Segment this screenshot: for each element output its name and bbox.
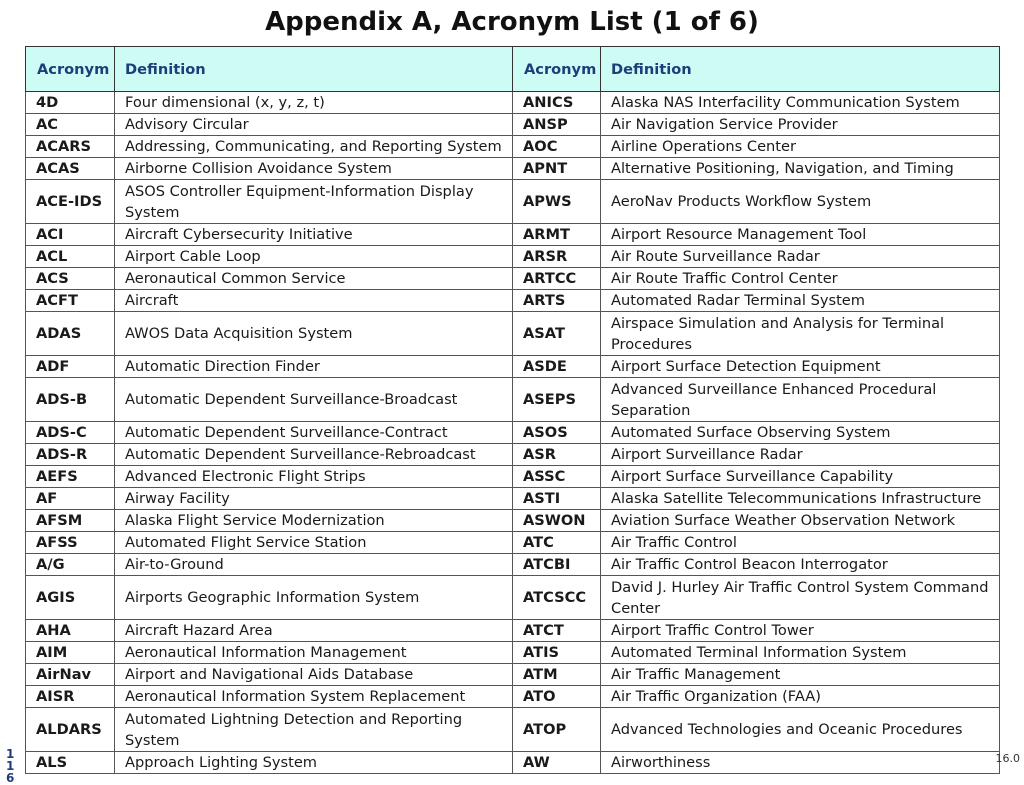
acronym-cell: AGIS (26, 576, 115, 620)
definition-cell: Airport Surface Surveillance Capability (601, 466, 1000, 488)
acronym-cell: 4D (26, 92, 115, 114)
definition-cell: Alternative Positioning, Navigation, and Timing (601, 158, 1000, 180)
acronym-cell: ANSP (513, 114, 601, 136)
definition-cell: Aeronautical Information Management (115, 642, 513, 664)
table-header-row (26, 47, 1000, 92)
definition-cell: Advanced Surveillance Enhanced Procedural Separation (601, 378, 1000, 422)
definition-cell: Aircraft Cybersecurity Initiative (115, 224, 513, 246)
definition-cell: Air Traffic Management (601, 664, 1000, 686)
table-row (26, 708, 1000, 752)
table-row (26, 576, 1000, 620)
table-row (26, 642, 1000, 664)
definition-cell: Alaska Satellite Telecommunications Infrastructure (601, 488, 1000, 510)
table-row (26, 246, 1000, 268)
definition-cell: AWOS Data Acquisition System (115, 312, 513, 356)
acronym-cell: ACL (26, 246, 115, 268)
acronym-cell: ALDARS (26, 708, 115, 752)
table-row (26, 158, 1000, 180)
acronym-cell: ASSC (513, 466, 601, 488)
acronym-cell: ATIS (513, 642, 601, 664)
table-row (26, 488, 1000, 510)
definition-cell: Aircraft (115, 290, 513, 312)
acronym-cell: ANICS (513, 92, 601, 114)
definition-cell: Advanced Electronic Flight Strips (115, 466, 513, 488)
definition-cell: AeroNav Products Workflow System (601, 180, 1000, 224)
page-title: Appendix A, Acronym List (1 of 6) (265, 7, 759, 37)
acronym-cell: AC (26, 114, 115, 136)
version-label: 16.0 (995, 752, 1020, 765)
definition-cell: Airworthiness (601, 752, 1000, 774)
table-row (26, 620, 1000, 642)
acronym-cell: ASWON (513, 510, 601, 532)
acronym-cell: ATCSCC (513, 576, 601, 620)
acronym-cell: ALS (26, 752, 115, 774)
table-row (26, 752, 1000, 774)
table-row (26, 136, 1000, 158)
definition-cell: Airborne Collision Avoidance System (115, 158, 513, 180)
page-number: 116 (6, 747, 15, 785)
acronym-cell: ATOP (513, 708, 601, 752)
acronym-cell: ASDE (513, 356, 601, 378)
acronym-cell: APWS (513, 180, 601, 224)
acronym-table (25, 46, 1000, 774)
definition-cell: Air Route Surveillance Radar (601, 246, 1000, 268)
table-row (26, 422, 1000, 444)
definition-cell: Airport Resource Management Tool (601, 224, 1000, 246)
definition-cell: Airport Surface Detection Equipment (601, 356, 1000, 378)
definition-cell: Aeronautical Common Service (115, 268, 513, 290)
table-row (26, 554, 1000, 576)
acronym-cell: ASTI (513, 488, 601, 510)
acronym-cell: AEFS (26, 466, 115, 488)
table-row (26, 444, 1000, 466)
acronym-cell: ARMT (513, 224, 601, 246)
definition-cell: Airline Operations Center (601, 136, 1000, 158)
definition-cell: Air Route Traffic Control Center (601, 268, 1000, 290)
definition-cell: Airway Facility (115, 488, 513, 510)
definition-cell: Automated Terminal Information System (601, 642, 1000, 664)
acronym-cell: AOC (513, 136, 601, 158)
definition-cell: Air-to-Ground (115, 554, 513, 576)
acronym-cell: ACS (26, 268, 115, 290)
definition-cell: Aeronautical Information System Replacement (115, 686, 513, 708)
header-definition-left: Definition (115, 47, 513, 92)
acronym-cell: ATM (513, 664, 601, 686)
table-row (26, 686, 1000, 708)
acronym-cell: ATCBI (513, 554, 601, 576)
definition-cell: Automated Radar Terminal System (601, 290, 1000, 312)
table-row (26, 268, 1000, 290)
definition-cell: Automated Flight Service Station (115, 532, 513, 554)
acronym-cell: AHA (26, 620, 115, 642)
definition-cell: Air Traffic Control Beacon Interrogator (601, 554, 1000, 576)
acronym-cell: ADS-C (26, 422, 115, 444)
acronym-cell: APNT (513, 158, 601, 180)
acronym-cell: ATC (513, 532, 601, 554)
definition-cell: Automated Surface Observing System (601, 422, 1000, 444)
acronym-cell: AFSS (26, 532, 115, 554)
table-row (26, 312, 1000, 356)
header-definition-right: Definition (601, 47, 1000, 92)
acronym-cell: ACE-IDS (26, 180, 115, 224)
acronym-cell: ARTCC (513, 268, 601, 290)
acronym-cell: ACAS (26, 158, 115, 180)
table-row (26, 290, 1000, 312)
definition-cell: David J. Hurley Air Traffic Control System Command Center (601, 576, 1000, 620)
definition-cell: Advanced Technologies and Oceanic Procedures (601, 708, 1000, 752)
acronym-cell: AISR (26, 686, 115, 708)
table-row (26, 356, 1000, 378)
definition-cell: Automatic Dependent Surveillance-Broadcast (115, 378, 513, 422)
table-row (26, 224, 1000, 246)
table-row (26, 510, 1000, 532)
acronym-cell: ASOS (513, 422, 601, 444)
definition-cell: Airport and Navigational Aids Database (115, 664, 513, 686)
definition-cell: Air Navigation Service Provider (601, 114, 1000, 136)
definition-cell: Automated Lightning Detection and Reporting System (115, 708, 513, 752)
table-row (26, 532, 1000, 554)
table-row (26, 466, 1000, 488)
acronym-cell: ARTS (513, 290, 601, 312)
acronym-cell: ASAT (513, 312, 601, 356)
table-row (26, 92, 1000, 114)
table-row (26, 114, 1000, 136)
definition-cell: Automatic Dependent Surveillance-Rebroadcast (115, 444, 513, 466)
table-row (26, 378, 1000, 422)
acronym-cell: ADF (26, 356, 115, 378)
definition-cell: Air Traffic Organization (FAA) (601, 686, 1000, 708)
definition-cell: Four dimensional (x, y, z, t) (115, 92, 513, 114)
acronym-cell: ADAS (26, 312, 115, 356)
definition-cell: Air Traffic Control (601, 532, 1000, 554)
definition-cell: Addressing, Communicating, and Reporting System (115, 136, 513, 158)
acronym-cell: AirNav (26, 664, 115, 686)
acronym-cell: ASEPS (513, 378, 601, 422)
definition-cell: Airport Cable Loop (115, 246, 513, 268)
acronym-cell: ARSR (513, 246, 601, 268)
acronym-cell: ADS-R (26, 444, 115, 466)
acronym-cell: AW (513, 752, 601, 774)
acronym-cell: AIM (26, 642, 115, 664)
acronym-cell: ADS-B (26, 378, 115, 422)
definition-cell: Automatic Direction Finder (115, 356, 513, 378)
definition-cell: Airports Geographic Information System (115, 576, 513, 620)
definition-cell: Aircraft Hazard Area (115, 620, 513, 642)
definition-cell: Aviation Surface Weather Observation Network (601, 510, 1000, 532)
acronym-cell: ACARS (26, 136, 115, 158)
definition-cell: Alaska NAS Interfacility Communication System (601, 92, 1000, 114)
definition-cell: Airport Traffic Control Tower (601, 620, 1000, 642)
acronym-cell: AFSM (26, 510, 115, 532)
table-row (26, 664, 1000, 686)
acronym-table-body (26, 92, 1000, 774)
acronym-cell: A/G (26, 554, 115, 576)
header-acronym-left: Acronym (26, 47, 115, 92)
definition-cell: Approach Lighting System (115, 752, 513, 774)
acronym-cell: ACFT (26, 290, 115, 312)
table-row (26, 180, 1000, 224)
definition-cell: ASOS Controller Equipment-Information Display System (115, 180, 513, 224)
definition-cell: Alaska Flight Service Modernization (115, 510, 513, 532)
acronym-cell: ATO (513, 686, 601, 708)
header-acronym-right: Acronym (513, 47, 601, 92)
definition-cell: Automatic Dependent Surveillance-Contract (115, 422, 513, 444)
definition-cell: Airspace Simulation and Analysis for Terminal Procedures (601, 312, 1000, 356)
acronym-cell: ACI (26, 224, 115, 246)
acronym-cell: ATCT (513, 620, 601, 642)
acronym-cell: ASR (513, 444, 601, 466)
acronym-cell: AF (26, 488, 115, 510)
definition-cell: Airport Surveillance Radar (601, 444, 1000, 466)
definition-cell: Advisory Circular (115, 114, 513, 136)
